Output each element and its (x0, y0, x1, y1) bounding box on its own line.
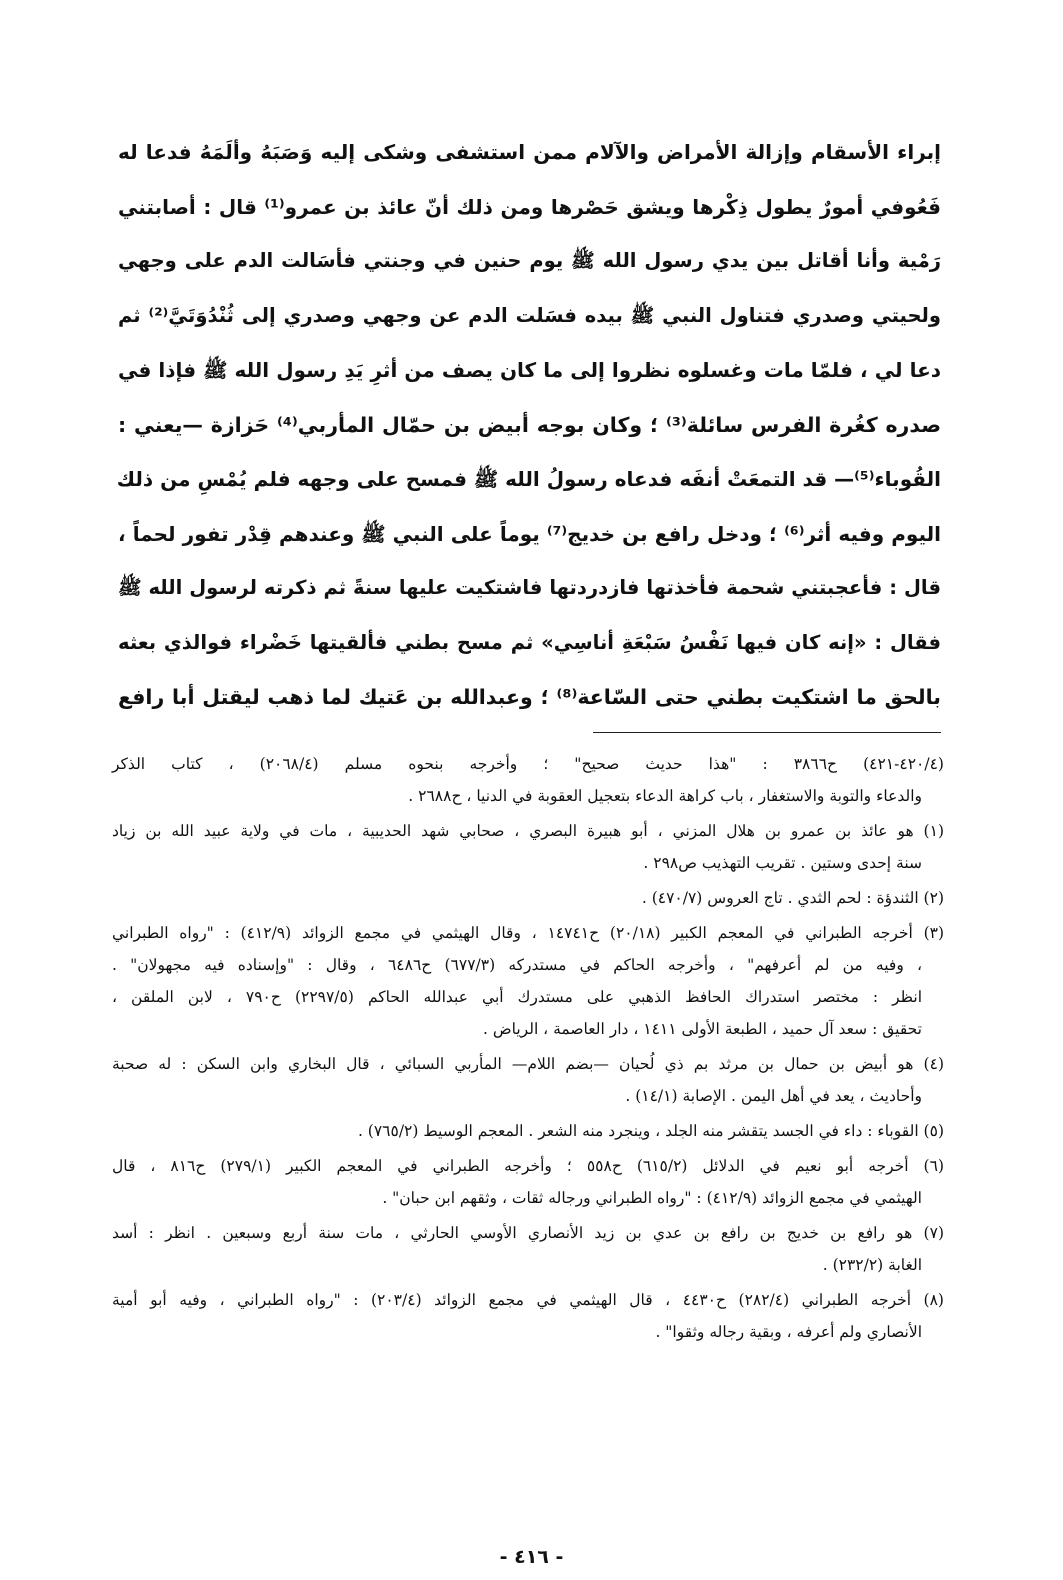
footnote-line: الهيثمي في مجمع الزوائد (٤١٢/٩) : "رواه الطبراني ورجاله ثقات ، وثقهم ابن حبان" . (382, 1189, 922, 1207)
footnote-line: (٦) أخرجه أبو نعيم في الدلائل (٦١٥/٢) ح٥٥٨ ؛ وأخرجه الطبراني في المعجم الكبير (٢٧٩/١) ح٨١٦ ، قال (112, 1157, 944, 1175)
footnote-2 (112, 882, 944, 914)
footnote-8 (112, 1284, 944, 1348)
main-text-line: فَعُوفي أمورٌ يطول ذِكْرها ويشق حَصْرها ومن ذلك أنّ عائذ بن عمرو⁽¹⁾ قال : أصابتني (118, 194, 942, 219)
footnote-line: (٨) أخرجه الطبراني (٢٨٢/٤) ح٤٤٣٠ ، قال الهيثمي في مجمع الزوائد (٢٠٣/٤) : "رواه الطبراني ، وفيه أبو أمية (112, 1291, 944, 1309)
footnote-line: ، وفيه من لم أعرفهم" ، وأخرجه الحاكم في مستدركه (٦٧٧/٣) ح٦٤٨٦ ، وقال : "وإسناده فيه مجهولان" . (112, 956, 923, 974)
footnote-line: والدعاء والتوبة والاستغفار ، باب كراهة الدعاء بتعجيل العقوبة في الدنيا ، ح٢٦٨٨ . (408, 787, 922, 805)
footnote-line: (٥) القوباء : داء في الجسد يتقشر منه الجلد ، وينجرد منه الشعر . المعجم الوسيط (٧٦٥/٢) . (357, 1122, 944, 1140)
main-text-line: فقال : «إنه كان فيها نَفْسُ سَبْعَةِ أناسِي» ثم مسح بطني فألقيتها خَضْراء فوالذي بعثه (118, 630, 941, 654)
footnote-line: (٤٢٠/٤-٤٢١) ح٣٨٦٦ : "هذا حديث صحيح" ؛ وأخرجه بنحوه مسلم (٢٠٦٨/٤) ، كتاب الذكر (112, 755, 944, 773)
footnote-continued (112, 748, 944, 812)
main-text-line: قال : فأعجبتني شحمة فأخذتها فازدردتها فاشتكيت عليها سنةً ثم ذكرته لرسول الله ﷺ (118, 576, 941, 599)
footnote-separator (593, 732, 941, 733)
footnote-4 (112, 1048, 944, 1112)
footnote-line: (٧) هو رافع بن خديج بن رافع بن عدي بن زيد الأنصاري الأوسي الحارثي ، مات سنة أربع وسبعين . انظر : أسد (112, 1224, 944, 1242)
footnote-line: (٢) الثندؤة : لحم الثدي . تاج العروس (٤٧٠/٧) . (641, 889, 944, 907)
footnote-line: تحقيق : سعد آل حميد ، الطبعة الأولى ١٤١١ ، دار العاصمة ، الرياض . (483, 1020, 922, 1038)
footnotes-block (112, 748, 944, 1351)
main-text-line: بالحق ما اشتكيت بطني حتى السّاعة⁽⁸⁾ ؛ وعبدالله بن عَتيك لما ذهب ليقتل أبا رافع (118, 685, 941, 709)
footnote-line: انظر : مختصر استدراك الحافظ الذهبي على مستدرك أبي عبدالله الحاكم (٢٢٩٧/٥) ح٧٩٠ ، لابن الملقن ، (112, 988, 922, 1006)
footnote-line: (٤) هو أبيض بن حمال بن مرثد بم ذي لُحيان —بضم اللام— المأربي السبائي ، قال البخاري وابن السكن : له صحبة (112, 1055, 944, 1073)
footnote-line: (٣) أخرجه الطبراني في المعجم الكبير (٢٠/١٨) ح١٤٧٤١ ، وقال الهيثمي في مجمع الزوائد (٤١٢/٩) : "رواه الطبراني (112, 924, 945, 942)
main-text-line: صدره كغُرة الفرس سائلة⁽³⁾ ؛ وكان بوجه أبيض بن حمّال المأربي⁽⁴⁾ حَزازة —يعني : (118, 412, 941, 437)
footnote-line: سنة إحدى وستين . تقريب التهذيب ص٢٩٨ . (643, 854, 922, 872)
footnote-line: (١) هو عائذ بن عمرو بن هلال المزني ، أبو هبيرة البصري ، صحابي شهد الحديبية ، مات في ولاية عبيد الله بن زياد (112, 822, 944, 840)
footnote-6 (112, 1150, 944, 1214)
footnote-7 (112, 1217, 944, 1281)
main-text-line: رَمْية وأنا أقاتل بين يدي رسول الله ﷺ يوم حنين في وجنتي فأسَالت الدم على وجهي (118, 249, 941, 272)
main-text-line: القُوباء⁽⁵⁾— قد التمعَتْ أنفَه فدعاه رسولُ الله ﷺ فمسح على وجهه فلم يُمْسِ من ذلك (116, 467, 941, 491)
footnote-5 (112, 1115, 944, 1147)
main-text-line: ولحيتي وصدري فتناول النبي ﷺ بيده فسَلت الدم عن وجهي وصدري إلى ثُنْدُوَتَيَّ⁽²⁾ ثم (118, 303, 941, 327)
footnote-line: الأنصاري ولم أعرفه ، وبقية رجاله وثقوا" . (655, 1323, 922, 1341)
footnote-3 (112, 917, 944, 1045)
footnote-line: وأحاديث ، يعد في أهل اليمن . الإصابة (١٤/١) . (625, 1087, 922, 1105)
page-number: - ٤١٦ - (499, 1546, 564, 1568)
main-text-line: دعا لي ، فلمّا مات وغسلوه نظروا إلى ما كان يصف من أثرِ يَدِ رسول الله ﷺ فإذا في (118, 358, 941, 382)
main-text-line: اليوم وفيه أثر⁽⁶⁾ ؛ ودخل رافع بن خديج⁽⁷⁾ يوماً على النبي ﷺ وعندهم قِدْر تفور لحماً ، (118, 521, 941, 546)
main-text-block (118, 125, 941, 725)
footnote-1 (112, 815, 944, 879)
footnote-line: الغابة (٢٣٢/٢) . (822, 1256, 922, 1274)
main-text-line: إبراء الأسقام وإزالة الأمراض والآلام ممن استشفى وشكى إليه وَصَبَهُ وألَمَهُ فدعا له (118, 140, 941, 164)
